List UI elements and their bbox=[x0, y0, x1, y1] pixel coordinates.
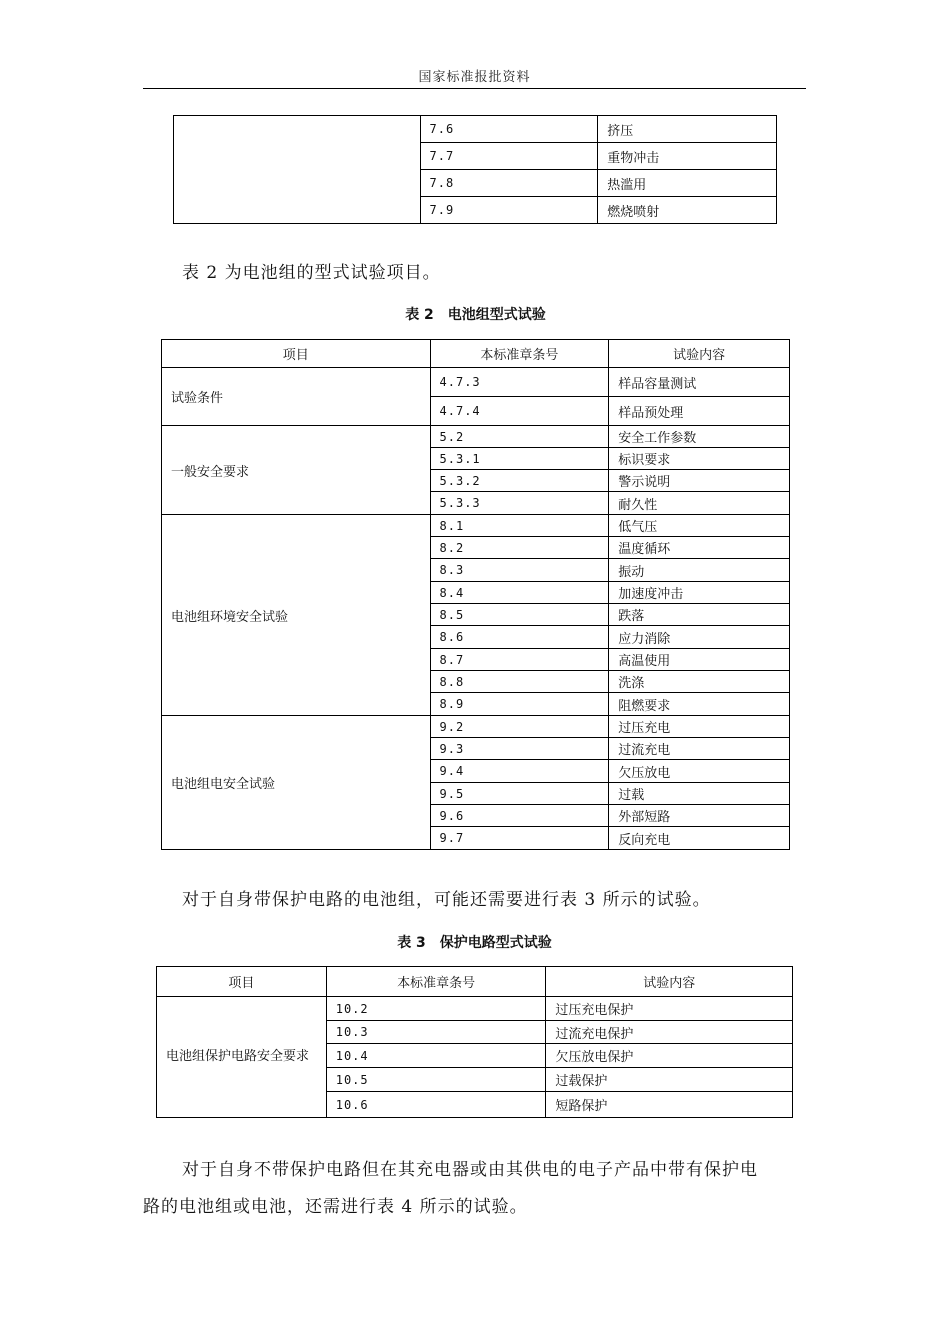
table-row bbox=[162, 426, 790, 448]
clause-cell: 7.6 bbox=[420, 116, 598, 143]
page-header: 国家标准报批资料 bbox=[418, 70, 531, 85]
clause-cell: 10.3 bbox=[326, 1021, 546, 1044]
table3 bbox=[156, 966, 793, 1118]
table2-caption: 表 2 电池组型式试验 bbox=[405, 307, 546, 323]
clause-cell: 8.6 bbox=[430, 626, 609, 649]
clause-cell: 7.7 bbox=[420, 143, 598, 170]
clause-cell: 8.9 bbox=[430, 693, 609, 716]
clause-cell: 8.4 bbox=[430, 582, 609, 604]
content-cell: 欠压放电保护 bbox=[546, 1044, 793, 1068]
content-cell: 过载 bbox=[609, 783, 790, 805]
table-row bbox=[174, 116, 777, 143]
clause-cell: 9.6 bbox=[430, 805, 609, 827]
content-cell: 耐久性 bbox=[609, 492, 790, 515]
clause-cell: 7.8 bbox=[420, 170, 598, 197]
clause-cell: 8.2 bbox=[430, 537, 609, 559]
content-cell: 反向充电 bbox=[609, 827, 790, 850]
header-clause: 本标准章条号 bbox=[430, 340, 609, 368]
table1 bbox=[173, 115, 777, 224]
header-clause: 本标准章条号 bbox=[326, 967, 546, 997]
table-row bbox=[162, 515, 790, 537]
paragraph-2: 对于自身带保护电路的电池组，可能还需要进行表 3 所示的试验。 bbox=[182, 890, 711, 910]
content-cell: 安全工作参数 bbox=[609, 426, 790, 448]
clause-cell: 4.7.4 bbox=[430, 397, 609, 426]
content-cell: 过流充电 bbox=[609, 738, 790, 760]
clause-cell: 10.2 bbox=[326, 997, 546, 1021]
content-cell: 短路保护 bbox=[546, 1092, 793, 1118]
group-name-cell: 电池组保护电路安全要求 bbox=[157, 997, 327, 1118]
table3-caption: 表 3 保护电路型式试验 bbox=[397, 935, 552, 951]
header-item: 项目 bbox=[157, 967, 327, 997]
table-row bbox=[162, 368, 790, 397]
content-cell: 样品容量测试 bbox=[609, 368, 790, 397]
clause-cell: 10.4 bbox=[326, 1044, 546, 1068]
content-cell: 洗涤 bbox=[609, 671, 790, 693]
content-cell: 过载保护 bbox=[546, 1068, 793, 1092]
content-cell: 燃烧喷射 bbox=[598, 197, 777, 224]
content-cell: 重物冲击 bbox=[598, 143, 777, 170]
content-cell: 警示说明 bbox=[609, 470, 790, 492]
paragraph-1: 表 2 为电池组的型式试验项目。 bbox=[182, 263, 441, 283]
clause-cell: 8.3 bbox=[430, 559, 609, 582]
content-cell: 低气压 bbox=[609, 515, 790, 537]
group-name-cell: 一般安全要求 bbox=[162, 426, 431, 515]
clause-cell: 9.5 bbox=[430, 783, 609, 805]
content-cell: 阻燃要求 bbox=[609, 693, 790, 716]
empty-group-cell bbox=[174, 116, 421, 224]
content-cell: 过压充电保护 bbox=[546, 997, 793, 1021]
table-row bbox=[157, 997, 793, 1021]
content-cell: 样品预处理 bbox=[609, 397, 790, 426]
content-cell: 挤压 bbox=[598, 116, 777, 143]
clause-cell: 5.3.2 bbox=[430, 470, 609, 492]
content-cell: 跌落 bbox=[609, 604, 790, 626]
clause-cell: 4.7.3 bbox=[430, 368, 609, 397]
clause-cell: 7.9 bbox=[420, 197, 598, 224]
content-cell: 外部短路 bbox=[609, 805, 790, 827]
content-cell: 过压充电 bbox=[609, 716, 790, 738]
clause-cell: 8.1 bbox=[430, 515, 609, 537]
clause-cell: 9.2 bbox=[430, 716, 609, 738]
clause-cell: 8.7 bbox=[430, 649, 609, 671]
clause-cell: 10.6 bbox=[326, 1092, 546, 1118]
content-cell: 过流充电保护 bbox=[546, 1021, 793, 1044]
content-cell: 应力消除 bbox=[609, 626, 790, 649]
header-content: 试验内容 bbox=[546, 967, 793, 997]
clause-cell: 9.4 bbox=[430, 760, 609, 783]
header-content: 试验内容 bbox=[609, 340, 790, 368]
content-cell: 欠压放电 bbox=[609, 760, 790, 783]
group-name-cell: 电池组环境安全试验 bbox=[162, 515, 431, 716]
clause-cell: 5.3.3 bbox=[430, 492, 609, 515]
paragraph-3-line2: 路的电池组或电池，还需进行表 4 所示的试验。 bbox=[143, 1197, 528, 1217]
clause-cell: 10.5 bbox=[326, 1068, 546, 1092]
clause-cell: 8.8 bbox=[430, 671, 609, 693]
content-cell: 振动 bbox=[609, 559, 790, 582]
group-name-cell: 电池组电安全试验 bbox=[162, 716, 431, 850]
clause-cell: 5.3.1 bbox=[430, 448, 609, 470]
group-name-cell: 试验条件 bbox=[162, 368, 431, 426]
content-cell: 标识要求 bbox=[609, 448, 790, 470]
table2 bbox=[161, 339, 790, 850]
header-rule bbox=[143, 88, 806, 89]
content-cell: 高温使用 bbox=[609, 649, 790, 671]
table-row bbox=[162, 716, 790, 738]
clause-cell: 9.3 bbox=[430, 738, 609, 760]
clause-cell: 9.7 bbox=[430, 827, 609, 850]
paragraph-3-line1: 对于自身不带保护电路但在其充电器或由其供电的电子产品中带有保护电 bbox=[182, 1160, 758, 1180]
content-cell: 热滥用 bbox=[598, 170, 777, 197]
clause-cell: 8.5 bbox=[430, 604, 609, 626]
header-item: 项目 bbox=[162, 340, 431, 368]
clause-cell: 5.2 bbox=[430, 426, 609, 448]
content-cell: 加速度冲击 bbox=[609, 582, 790, 604]
content-cell: 温度循环 bbox=[609, 537, 790, 559]
